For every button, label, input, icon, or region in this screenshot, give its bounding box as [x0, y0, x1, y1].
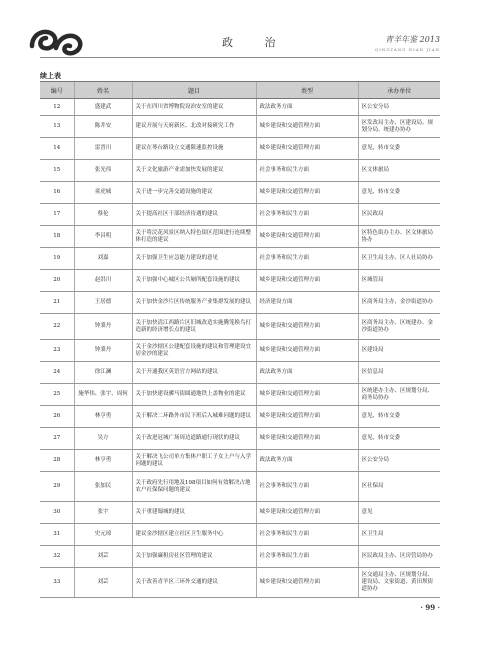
row-unit: 意见，转市交委 [358, 428, 440, 450]
row-title: 关于进一步完善交通设施的建议 [132, 182, 256, 204]
row-title: 关于加强廉租房社区管理的建议 [132, 546, 256, 568]
row-type: 城乡建设和交通管理方面 [256, 568, 358, 598]
row-unit: 区民政局主办、区房管局协办 [358, 546, 440, 568]
row-unit: 意见 [358, 502, 440, 524]
row-title: 关于加强中心城区公共厕所配套设施的建议 [132, 270, 256, 292]
table-row [40, 248, 440, 270]
row-name: 盛建武 [74, 99, 132, 116]
table-row [40, 292, 440, 314]
row-name: 施华伟、张宇、周何 [74, 384, 132, 406]
row-number: 12 [40, 99, 74, 116]
table-header [40, 82, 440, 99]
row-type: 政法政务方面 [256, 362, 358, 384]
row-title: 关于加快建设骡马街圆通地铁上盖物业的建议 [132, 384, 256, 406]
row-number: 21 [40, 292, 74, 314]
row-name: 钟秉丹 [74, 340, 132, 362]
row-unit: 区公安分局 [358, 99, 440, 116]
row-number: 22 [40, 314, 74, 340]
row-type: 城乡建设和交通管理方面 [256, 226, 358, 248]
row-type: 城乡建设和交通管理方面 [256, 406, 358, 428]
row-type: 社会事务和民生方面 [256, 204, 358, 226]
row-type: 社会事务和民生方面 [256, 546, 358, 568]
row-unit: 意见，转市交委 [358, 138, 440, 160]
table-row [40, 138, 440, 160]
row-title: 关于加强卫生应急能力建设的意见 [132, 248, 256, 270]
row-name: 童虎城 [74, 182, 132, 204]
row-title: 关于加快清江西路片区旧城改造实施腾笼换鸟打造新的经济增长点的建议 [132, 314, 256, 340]
table-row [40, 99, 440, 116]
table-row [40, 502, 440, 524]
row-name: 王居德 [74, 292, 132, 314]
row-title: 关于解决飞公司单方集体户职工子女上户与入学问题的建议 [132, 450, 256, 472]
row-type: 社会事务和民生方面 [256, 524, 358, 546]
table-row [40, 546, 440, 568]
row-title: 关于重建蜀城的建议 [132, 502, 256, 524]
table-row [40, 362, 440, 384]
row-number: 19 [40, 248, 74, 270]
row-number: 27 [40, 428, 74, 450]
row-type: 城乡建设和交通管理方面 [256, 340, 358, 362]
book-pinyin: QINGYANG NIAN JIAN [375, 47, 440, 52]
row-number: 24 [40, 362, 74, 384]
row-type: 城乡建设和交通管理方面 [256, 116, 358, 138]
row-unit: 区统建办主办、区规划分局、商务局协办 [358, 384, 440, 406]
row-number: 31 [40, 524, 74, 546]
table-row [40, 384, 440, 406]
row-title: 建议开展与天府新区、北改对接研究工作 [132, 116, 256, 138]
row-type: 政法政务方面 [256, 99, 358, 116]
column-header-type: 类型 [256, 82, 358, 99]
row-number: 29 [40, 472, 74, 502]
row-type: 城乡建设和交通管理方面 [256, 384, 358, 406]
row-title: 关于改进冠城广场周边道路通行现状的建议 [132, 428, 256, 450]
book-title: 青羊年鉴 2013 [385, 35, 440, 44]
table-body [40, 99, 440, 598]
row-name: 吴方 [74, 428, 132, 450]
row-number: 33 [40, 568, 74, 598]
row-number: 28 [40, 450, 74, 472]
header-divider [40, 57, 440, 58]
row-title: 关于提高社区干部经济待遇的建议 [132, 204, 256, 226]
row-type: 政法政务方面 [256, 450, 358, 472]
row-number: 26 [40, 406, 74, 428]
row-number: 13 [40, 116, 74, 138]
table-row [40, 204, 440, 226]
table-row [40, 428, 440, 450]
row-type: 社会事务和民生方面 [256, 248, 358, 270]
row-title: 建议金沙辖区建立社区卫生服务中心 [132, 524, 256, 546]
row-number: 15 [40, 160, 74, 182]
section-title: 政 治 [222, 36, 290, 49]
row-type: 城乡建设和交通管理方面 [256, 502, 358, 524]
row-type: 社会事务和民生方面 [256, 472, 358, 502]
row-unit: 区城管局 [358, 270, 440, 292]
row-name: 林亨勇 [74, 450, 132, 472]
row-title: 关于文化旅游产业需加快发展的建议 [132, 160, 256, 182]
row-type: 社会事务和民生方面 [256, 160, 358, 182]
row-unit: 意见，转市交委 [358, 406, 440, 428]
row-title: 关于在四川省博物院设治安室的建议 [132, 99, 256, 116]
row-number: 17 [40, 204, 74, 226]
column-header-unit: 承办单位 [358, 82, 440, 99]
row-type: 经济建设方面 [256, 292, 358, 314]
table-row [40, 182, 440, 204]
row-name: 张加民 [74, 472, 132, 502]
row-unit: 区卫生局 [358, 524, 440, 546]
row-name: 李昌明 [74, 226, 132, 248]
row-name: 张光伟 [74, 160, 132, 182]
row-name: 张宇 [74, 502, 132, 524]
table-row [40, 226, 440, 248]
row-type: 城乡建设和交通管理方面 [256, 270, 358, 292]
row-unit: 意见，转市交委 [358, 182, 440, 204]
row-unit: 区商务局主办、区统建办、金沙街道协办 [358, 314, 440, 340]
column-header-number: 编号 [40, 82, 74, 99]
row-name: 赵洪川 [74, 270, 132, 292]
row-name: 雷晋川 [74, 138, 132, 160]
table-row [40, 406, 440, 428]
row-name: 林亨勇 [74, 406, 132, 428]
row-name: 陈井安 [74, 116, 132, 138]
row-unit: 区建设局 [358, 340, 440, 362]
row-title: 建议在琴台路设立交通限速监控设施 [132, 138, 256, 160]
row-title: 关于金沙辖区公建配套设施的建议和管理建设宜居金沙的建议 [132, 340, 256, 362]
row-number: 14 [40, 138, 74, 160]
row-type: 城乡建设和交通管理方面 [256, 182, 358, 204]
page-number: · 99 · [420, 603, 440, 612]
row-type: 城乡建设和交通管理方面 [256, 428, 358, 450]
row-title: 关于改善青羊区三环外交通的建议 [132, 568, 256, 598]
table-row [40, 524, 440, 546]
table-row [40, 450, 440, 472]
row-unit: 区发改局主办、区建设局、规划分局、统建办协办 [358, 116, 440, 138]
row-name: 刘芸 [74, 568, 132, 598]
table-row [40, 340, 440, 362]
row-unit: 区文体旅局 [358, 160, 440, 182]
row-name: 徐江澜 [74, 362, 132, 384]
proposal-table [40, 81, 440, 598]
continued-label: 续上表 [40, 71, 61, 80]
row-type: 城乡建设和交通管理方面 [256, 314, 358, 340]
table-row [40, 472, 440, 502]
column-header-name: 姓名 [74, 82, 132, 99]
table-row [40, 160, 440, 182]
row-name: 刘芸 [74, 546, 132, 568]
table-row [40, 568, 440, 598]
row-number: 32 [40, 546, 74, 568]
row-title: 关于加快金沙片区传统服务产业集群发展的建议 [132, 292, 256, 314]
row-unit: 区交通局主办、区规划分局、建设局、文家街道、黄田坝街道协办 [358, 568, 440, 598]
row-title: 关于将浣花风景区纳入特色街区范围进行连续整体打造的建议 [132, 226, 256, 248]
row-type: 城乡建设和交通管理方面 [256, 138, 358, 160]
row-unit: 区特色街办主办、区文体旅局协办 [358, 226, 440, 248]
row-unit: 区民政局 [358, 204, 440, 226]
row-number: 16 [40, 182, 74, 204]
row-number: 30 [40, 502, 74, 524]
row-title: 关于开通我区英语官方网站的建议 [132, 362, 256, 384]
row-title: 关于政府先行用地及198项目如何有效解决占地农户社保保问题的建议 [132, 472, 256, 502]
row-unit: 区卫生局主办、区人社局协办 [358, 248, 440, 270]
table-row [40, 314, 440, 340]
row-number: 25 [40, 384, 74, 406]
row-name: 钟秉丹 [74, 314, 132, 340]
row-unit: 区商务局主办，金沙街道协办 [358, 292, 440, 314]
row-number: 18 [40, 226, 74, 248]
column-header-title: 题目 [132, 82, 256, 99]
row-name: 刘嘉 [74, 248, 132, 270]
header-book-info [375, 34, 440, 52]
row-unit: 区公安分局 [358, 450, 440, 472]
row-number: 20 [40, 270, 74, 292]
row-name: 蔡伦 [74, 204, 132, 226]
row-unit: 区社保局 [358, 472, 440, 502]
row-title: 关于解决二环路外市民下班后入城难问题的建议 [132, 406, 256, 428]
row-number: 23 [40, 340, 74, 362]
table-header-row [40, 82, 440, 99]
row-unit: 区信息局 [358, 362, 440, 384]
row-name: 史元琼 [74, 524, 132, 546]
table-row [40, 270, 440, 292]
table-row [40, 116, 440, 138]
